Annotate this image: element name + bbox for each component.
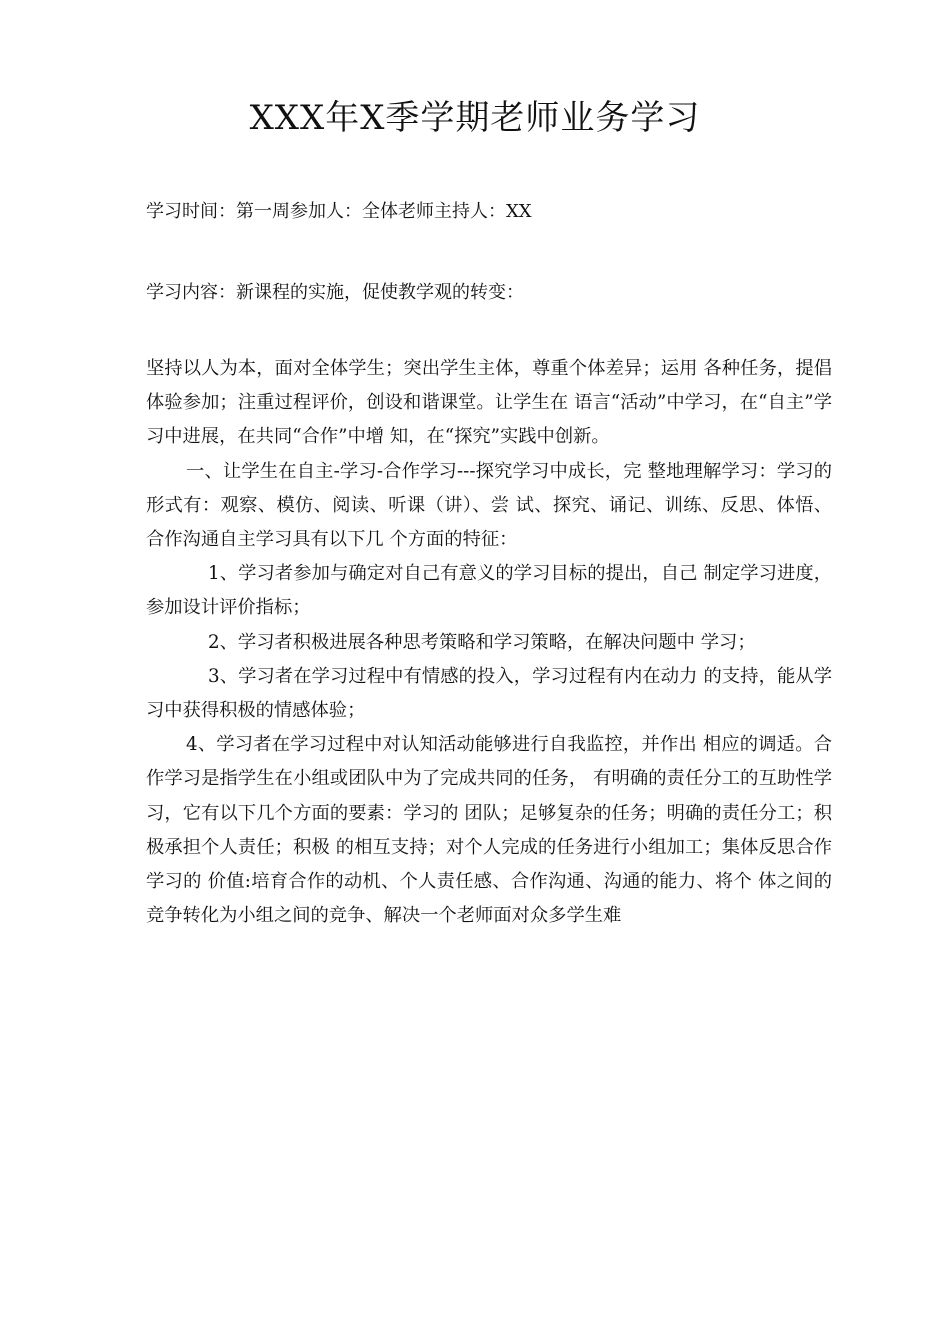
paragraph-item-4: 4、学习者在学习过程中对认知活动能够进行自我监控，并作出 相应的调适。合作学习是指学生在小组或团队中为了完成共同的任务， 有明确的责任分工的互助性学习，它有以下几个方面的要素：学习的 团队；足够复杂的任务；明确的责任分工；积极承担个人责任；积极 的相互支持；对个人完成的任务进行小组加工；集体反思合作学习的 价值:培育合作的动机、个人责任感、合作沟通、沟通的能力、将个 体之间的竞争转化为小组之间的竞争、解决一个老师面对众多学生难 (146, 734, 832, 927)
paragraph-item-3: 3、学习者在学习过程中有情感的投入，学习过程有内在动力 的支持，能从学习中获得积极的情感体验； (146, 665, 832, 722)
meta-study-time: 学习时间：第一周参加人：全体老师主持人：XX (146, 201, 532, 222)
document-body (146, 352, 832, 933)
paragraph-item-1: 1、学习者参加与确定对自己有意义的学习目标的提出，自己 制定学习进度，参加设计评价指标； (146, 563, 832, 619)
paragraph-item-2: 2、学习者积极进展各种思考策略和学习策略，在解决问题中 学习； (208, 631, 756, 653)
document-title: XXX年X季学期老师业务学习 (249, 98, 701, 138)
paragraph-section-1: 一、让学生在自主-学习-合作学习---探究学习中成长，完 整地理解学习：学习的形式有：观察、模仿、阅读、听课（讲）、尝 试、探究、诵记、训练、反思、体悟、合作沟通自主学习具有以下几 个方面的特征： (146, 460, 832, 551)
meta-study-content: 学习内容：新课程的实施，促使教学观的转变： (146, 282, 524, 303)
paragraph-lead: 坚持以人为本，面对全体学生；突出学生主体，尊重个体差异；运用 各种任务，提倡体验参加；注重过程评价，创设和谐课堂。让学生在 语言“活动”中学习，在“自主”学习中进展，在共同“合作”中增 知，在“探究”实践中创新。 (146, 358, 832, 448)
